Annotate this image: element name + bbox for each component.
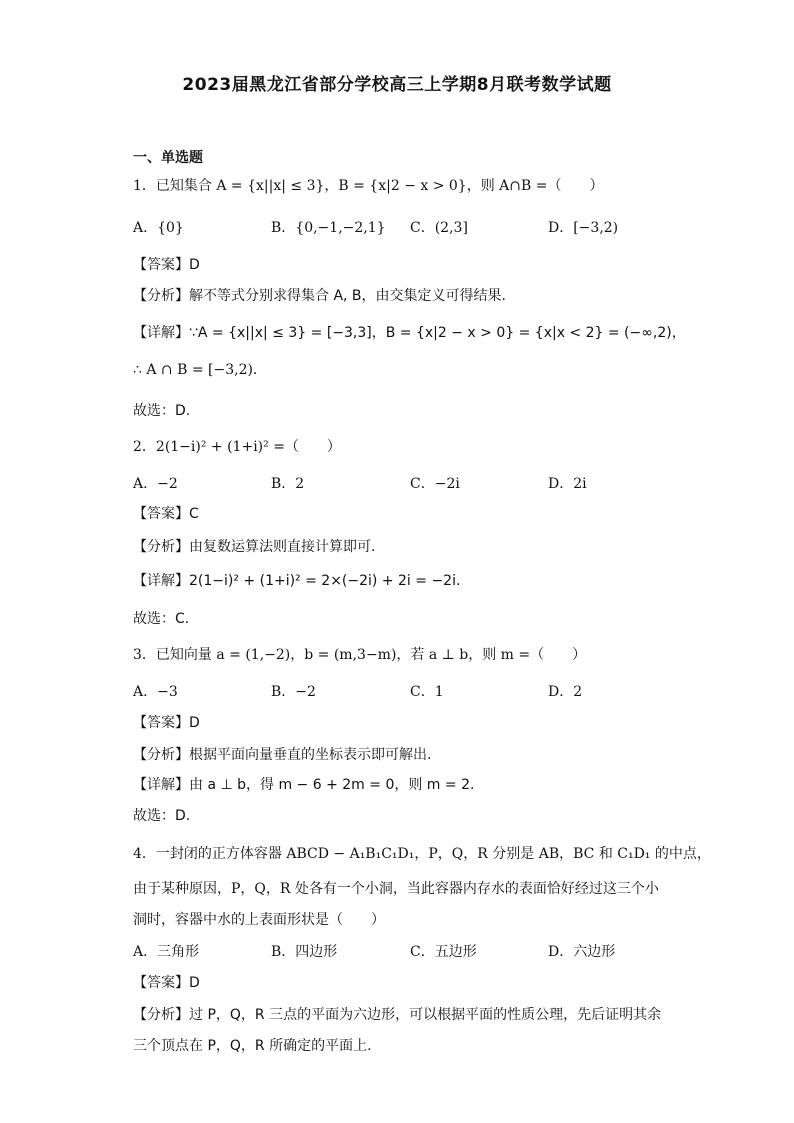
q4-option-b: B．四边形 xyxy=(271,944,338,960)
q1-option-a: A．{0} xyxy=(133,220,184,236)
q3-option-c: C．1 xyxy=(410,684,444,700)
q4-option-c: C．五边形 xyxy=(410,944,477,960)
q1-option-b: B．{0,−1,−2,1} xyxy=(271,220,386,236)
document-title: 2023届黑龙江省部分学校高三上学期8月联考数学试题 xyxy=(182,75,612,95)
q3-stem: 3．已知向量 a = (1,−2)，b = (m,3−m)，若 a ⊥ b，则 m =（ ） xyxy=(133,647,587,663)
q3-option-d: D．2 xyxy=(548,684,583,700)
q3-option-a: A．−3 xyxy=(133,684,178,700)
q3-option-b: B．−2 xyxy=(271,684,316,700)
q2-option-d: D．2i xyxy=(548,476,587,492)
q1-stem: 1．已知集合 A = {x||x| ≤ 3}，B = {x|2 − x > 0}，则 A∩B =（ ） xyxy=(133,178,604,194)
q1-detail-line1: 【详解】∵A = {x||x| ≤ 3} = [−3,3]，B = {x|2 − x > 0} = {x|x < 2} = (−∞,2)， xyxy=(133,325,686,341)
q3-detail: 【详解】由 a ⊥ b，得 m − 6 + 2m = 0，则 m = 2. xyxy=(133,777,475,793)
q4-analysis-line2: 三个顶点在 P，Q，R 所确定的平面上. xyxy=(133,1038,372,1054)
q4-option-d: D．六边形 xyxy=(548,944,616,960)
q4-option-a: A．三角形 xyxy=(133,944,200,960)
q1-detail-line2: ∴ A ∩ B = [−3,2). xyxy=(133,362,258,378)
q2-stem: 2．2(1−i)² + (1+i)² =（ ） xyxy=(133,439,341,455)
q4-stem-line3: 洞时，容器中水的上表面形状是（ ） xyxy=(133,912,385,928)
q2-option-b: B．2 xyxy=(271,476,305,492)
q2-detail: 【详解】2(1−i)² + (1+i)² = 2×(−2i) + 2i = −2i. xyxy=(133,573,461,589)
q4-stem-line2: 由于某种原因，P，Q，R 处各有一个小洞，当此容器内存水的表面恰好经过这三个小 xyxy=(133,881,659,897)
q1-conclusion: 故选：D. xyxy=(133,403,191,419)
q3-analysis: 【分析】根据平面向量垂直的坐标表示即可解出. xyxy=(133,747,432,763)
q3-conclusion: 故选：D. xyxy=(133,808,191,824)
q1-option-c: C．(2,3] xyxy=(410,220,468,236)
q4-stem-line1: 4．一封闭的正方体容器 ABCD − A₁B₁C₁D₁，P，Q，R 分别是 AB，BC 和 C₁D₁ 的中点， xyxy=(133,846,711,862)
section-heading: 一、单选题 xyxy=(133,150,203,166)
q2-answer: 【答案】C xyxy=(133,506,199,522)
q2-analysis: 【分析】由复数运算法则直接计算即可. xyxy=(133,539,376,555)
q2-conclusion: 故选：C. xyxy=(133,611,190,627)
q3-answer: 【答案】D xyxy=(133,715,200,731)
q2-option-a: A．−2 xyxy=(133,476,178,492)
q4-analysis-line1: 【分析】过 P，Q，R 三点的平面为六边形，可以根据平面的性质公理，先后证明其余 xyxy=(133,1007,662,1023)
q4-answer: 【答案】D xyxy=(133,975,200,991)
q1-answer: 【答案】D xyxy=(133,257,200,273)
q1-analysis: 【分析】解不等式分别求得集合 A, B，由交集定义可得结果. xyxy=(133,288,506,304)
q1-option-d: D．[−3,2) xyxy=(548,220,619,236)
q2-option-c: C．−2i xyxy=(410,476,460,492)
